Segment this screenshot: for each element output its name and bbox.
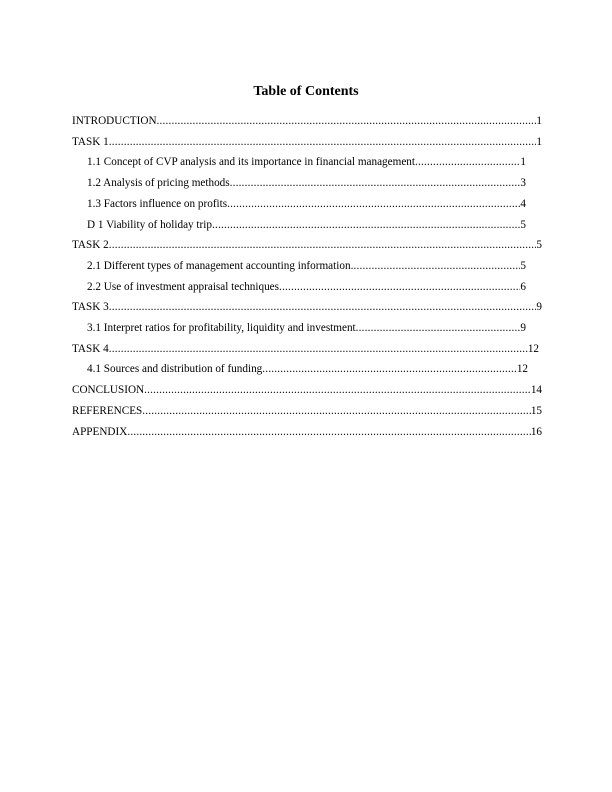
toc-entry-label: INTRODUCTION [72, 115, 157, 127]
toc-dot-leader [144, 383, 531, 397]
toc-dot-leader [262, 362, 517, 376]
toc-dot-leader [109, 135, 537, 149]
toc-title: Table of Contents [253, 84, 359, 99]
toc-dot-leader [109, 238, 537, 252]
toc-dot-leader [212, 218, 520, 232]
toc-entry-page-number: 9 [520, 322, 526, 334]
toc-entry-label: 4.1 Sources and distribution of funding [87, 363, 263, 376]
toc-entry[interactable] [87, 319, 526, 335]
toc-entry-label: 1.1 Concept of CVP analysis and its importance in financial management [87, 156, 415, 169]
toc-entry-page-number: 5 [520, 259, 526, 272]
toc-entry-label: CONCLUSION [72, 384, 145, 397]
toc-entry[interactable] [87, 195, 526, 211]
toc-dot-leader [109, 342, 528, 356]
toc-entry-page-number: 16 [530, 425, 542, 438]
toc-entry-page-number: 1 [520, 156, 526, 169]
toc-entry-label: 1.2 Analysis of pricing methods [87, 177, 230, 190]
toc-entry[interactable] [72, 402, 542, 418]
toc-dot-leader [127, 425, 530, 439]
toc-entry-label: TASK 2 [72, 239, 109, 252]
toc-entry-label: 3.1 Interpret ratios for profitability, liquidity and investment [87, 322, 356, 334]
toc-dot-leader [351, 259, 521, 273]
toc-entry-label: 2.1 Different types of management accounting information [87, 259, 351, 272]
toc-entry[interactable] [72, 112, 542, 128]
toc-entry-page-number: 5 [520, 218, 526, 231]
toc-entry-label: REFERENCES [72, 404, 143, 417]
toc-entry-page-number: 9 [536, 301, 542, 314]
toc-dot-leader [227, 197, 520, 211]
toc-entry-label: APPENDIX [72, 425, 128, 438]
toc-dot-leader [157, 114, 537, 128]
toc-dot-leader [109, 300, 537, 314]
toc-entry-page-number: 14 [530, 384, 542, 397]
toc-entry[interactable] [87, 257, 526, 273]
toc-entry-label: TASK 1 [72, 135, 109, 148]
toc-entry[interactable] [72, 133, 542, 149]
toc-entry-page-number: 6 [520, 280, 526, 293]
toc-entry[interactable] [72, 423, 542, 439]
toc-dot-leader [415, 155, 520, 169]
toc-dot-leader [142, 404, 531, 418]
toc-entry[interactable] [72, 298, 542, 314]
toc-entry-label: 2.2 Use of investment appraisal techniques [87, 280, 280, 293]
toc-entry-page-number: 1 [536, 115, 542, 127]
toc-entry[interactable] [87, 278, 526, 294]
toc-entry[interactable] [72, 340, 539, 356]
toc-entry[interactable] [87, 360, 528, 376]
toc-entry[interactable] [87, 216, 526, 232]
toc-dot-leader [279, 280, 520, 294]
toc-entry-page-number: 12 [516, 363, 528, 376]
toc-entry-page-number: 5 [536, 239, 542, 252]
toc-entry[interactable] [72, 381, 542, 397]
toc-entry[interactable] [87, 153, 526, 169]
toc-entry-page-number: 12 [527, 342, 539, 355]
toc-entry[interactable] [87, 174, 526, 190]
toc-entry-label: D 1 Viability of holiday trip [87, 218, 212, 231]
toc-entry-label: TASK 3 [72, 301, 109, 314]
toc-entry-page-number: 1 [536, 135, 542, 148]
toc-entry-label: 1.3 Factors influence on profits [87, 197, 228, 210]
toc-entry-page-number: 15 [530, 404, 542, 417]
toc-entry-page-number: 3 [520, 177, 526, 190]
toc-dot-leader [230, 176, 521, 190]
toc-entry[interactable] [72, 236, 542, 252]
toc-entry-page-number: 4 [520, 197, 526, 210]
toc-entry-label: TASK 4 [72, 342, 109, 355]
toc-dot-leader [356, 321, 521, 335]
